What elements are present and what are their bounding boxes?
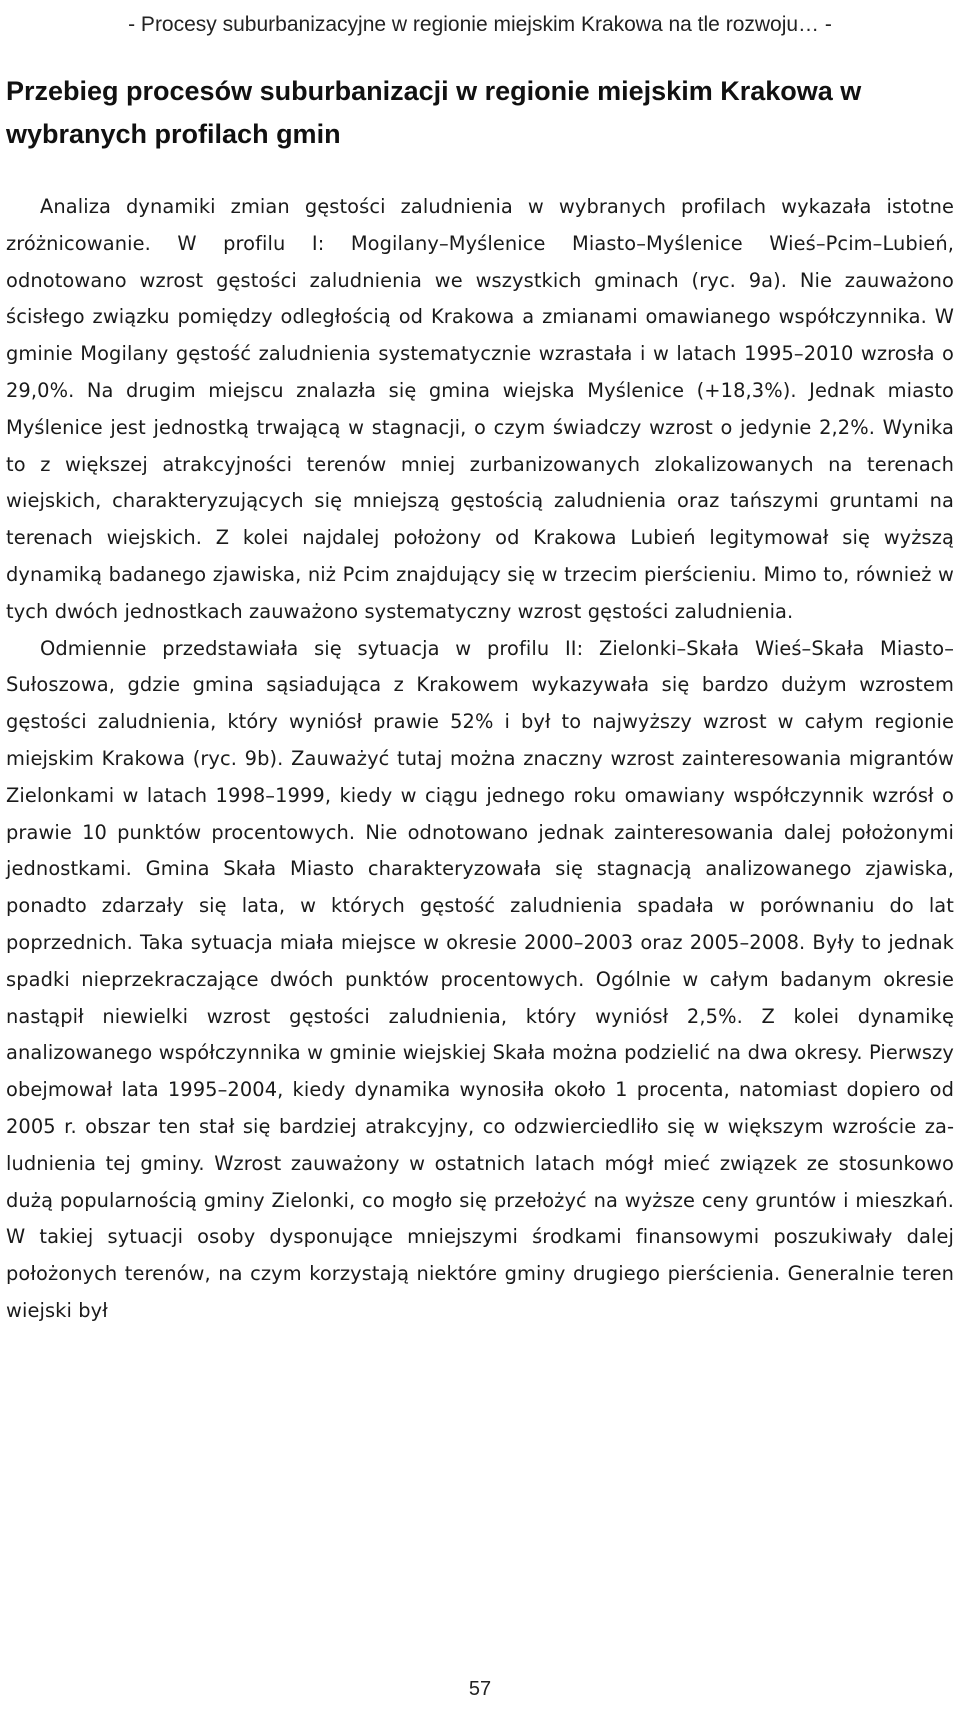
page-number: 57	[468, 1678, 492, 1700]
running-header: - Procesy suburbanizacyjne w regionie miejskim Krakowa na tle rozwoju… -	[128, 13, 832, 36]
paragraph-profile-one: Analiza dynamiki zmian gęstości zaludnienia w wybranych profilach wykazała istotne zróżnicowanie. W profilu I: Mogilany–Myślenice Miasto–Myślenice Wieś–Pcim–Lubień, odnotowano wzrost gęstości zaludnienia we wszystkich gminach (ryc. 9a). Nie zauważono ścisłego związku pomiędzy odległością od Krakowa a zmianami omawianego współczynnika. W gminie Mogilany gęstość zaludnienia systematycznie wzrastała i w latach 1995–2010 wzrosła o 29,0%. Na drugim miejscu znalazła się gmina wiejska Myślenice (+18,3%). Jednak miasto Myślenice jest jednostką trwającą w stagnacji, o czym świadczy wzrost o jedynie 2,2%. Wynika to z większej atrakcyjności terenów mniej zurbanizowanych zlokalizowanych na terenach wiejskich, charakteryzujących się mniejszą gęstością zaludnienia oraz tańszymi gruntami na terenach wiejskich. Z kolei najdalej położony od Krakowa Lubień legitymował się wyższą dynamiką badanego zjawiska, niż Pcim znajdujący się w trzecim pierścieniu. Mimo to, również w tych dwóch jednostkach zauważono systematyczny wzrost gęstości zaludnienia.	[6, 195, 954, 623]
body-text	[6, 189, 954, 1330]
paragraph-profile-two: Odmiennie przedstawiała się sytuacja w profilu II: Zielonki–Skała Wieś–Skała Miasto–Sułoszowa, gdzie gmina sąsiadująca z Krakowem wykazywała się bardzo dużym wzrostem gęstości zaludnienia, który wyniósł prawie 52% i był to najwyższy wzrost w całym regionie miejskim Krakowa (ryc. 9b). Zauważyć tutaj można znaczny wzrost zainteresowania migrantów Zielonkami w latach 1998–1999, kiedy w ciągu jednego roku omawiany współczynnik wzrósł o prawie 10 punktów procentowych. Nie odnotowano jednak zainteresowania dalej położonymi jednostkami. Gmina Skała Miasto charakteryzowała się stagnacją analizowanego zjawiska, ponadto zdarzały się lata, w których gęstość zaludnienia spadała w porównaniu do lat poprzednich. Taka sytuacja miała miejsce w okresie 2000–2003 oraz 2005–2008. Były to jednak spadki nieprzekraczające dwóch punktów procentowych. Ogólnie w całym badanym okresie nastąpił niewielki wzrost gęstości zaludnienia, który wyniósł 2,5%. Z kolei dynamikę analizowanego współczynnika w gminie wiejskiej Skała można podzielić na dwa okresy. Pierwszy obejmował lata 1995–2004, kiedy dynamika wynosiła około 1 procenta, natomiast dopiero od 2005 r. obszar ten stał się bardziej atrakcyjny, co odzwierciedliło się w większym wzroście zaludnienia tej gminy. Wzrost zauważony w ostatnich latach mógł mieć związek ze stosunkowo dużą popularnością gminy Zielonki, co mogło się przełożyć na wyższe ceny gruntów i mieszkań. W takiej sytuacji osoby dysponujące mniejszymi środkami finansowymi poszukiwały dalej położonych terenów, na czym korzystają niektóre gminy drugiego pierścienia. Generalnie teren wiejski był	[6, 636, 954, 1322]
chapter-title: Przebieg procesów suburbanizacji w regionie miejskim Krakowa w wybranych profilach gmin	[6, 76, 862, 149]
